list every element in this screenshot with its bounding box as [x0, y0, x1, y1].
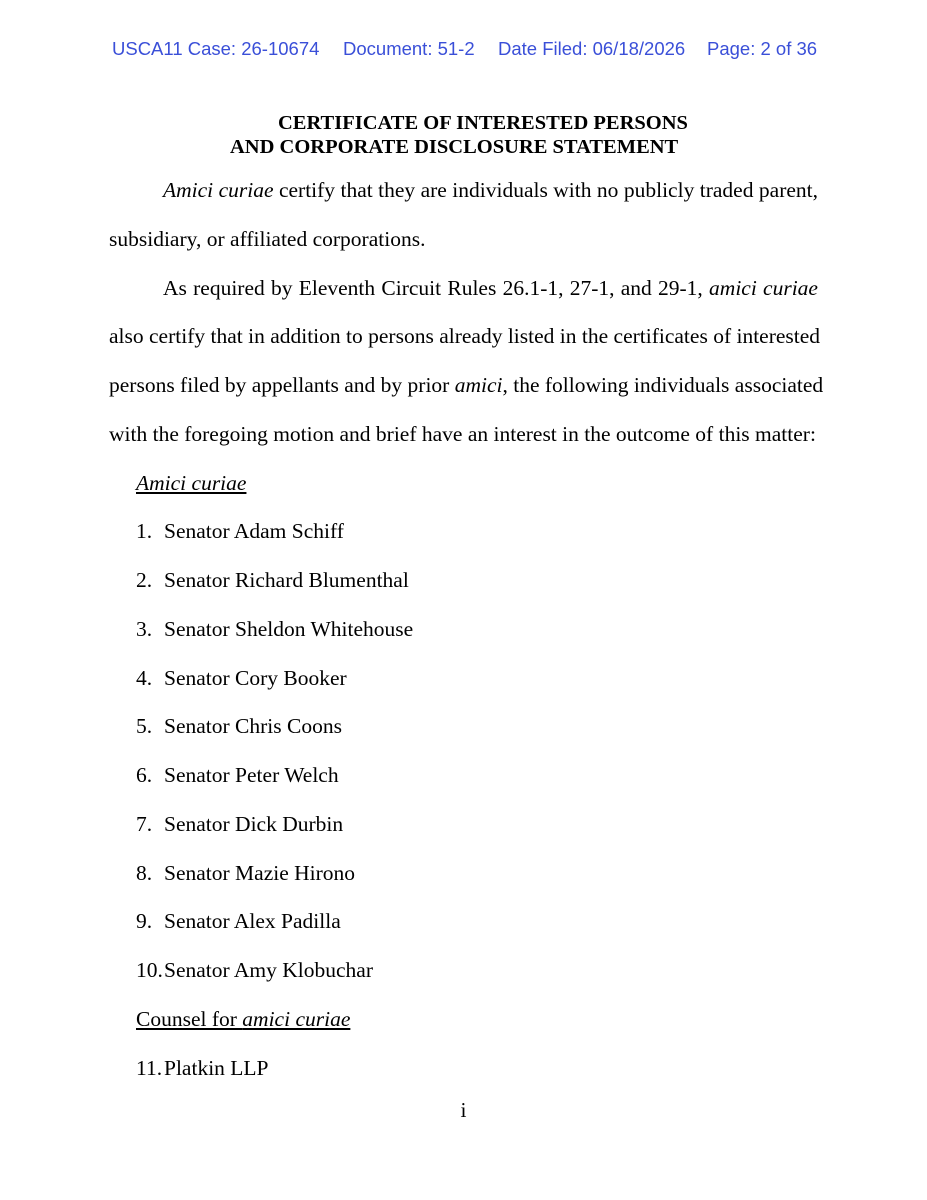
list-item: 9. Senator Alex Padilla	[136, 909, 341, 933]
header-document: Document: 51-2	[343, 38, 475, 59]
section-heading-amici: Amici curiae	[136, 471, 247, 495]
paragraph-1-italic: Amici curiae	[163, 178, 274, 202]
list-item: 7. Senator Dick Durbin	[136, 812, 344, 836]
section-heading-counsel: Counsel for amici curiae	[136, 1007, 351, 1031]
docket-header-stamp	[0, 38, 927, 62]
list-item: 4. Senator Cory Booker	[136, 666, 347, 690]
paragraph-2-line-1: As required by Eleventh Circuit Rules 26.1-1, 27-1, and 29-1, amici curiae	[163, 276, 818, 300]
list-item: 2. Senator Richard Blumenthal	[136, 568, 409, 592]
list-item: 5. Senator Chris Coons	[136, 714, 342, 738]
document-title-line-1: CERTIFICATE OF INTERESTED PERSONS	[278, 112, 688, 134]
paragraph-2-line-3: persons filed by appellants and by prior amici, the following individuals associated	[109, 373, 824, 397]
paragraph-1-line-2: subsidiary, or affiliated corporations.	[109, 227, 426, 251]
paragraph-2-line-2: also certify that in addition to persons already listed in the certificates of interested	[109, 324, 821, 348]
header-date-filed: Date Filed: 06/18/2026	[498, 38, 686, 59]
list-item: 6. Senator Peter Welch	[136, 763, 339, 787]
header-page: Page: 2 of 36	[707, 38, 818, 59]
list-item: 11.Platkin LLP	[136, 1056, 269, 1080]
header-case: USCA11 Case: 26-10674	[112, 38, 320, 59]
list-item: 8. Senator Mazie Hirono	[136, 861, 356, 885]
page-number: i	[460, 1098, 467, 1122]
list-item: 3. Senator Sheldon Whitehouse	[136, 617, 414, 641]
list-item: 1. Senator Adam Schiff	[136, 519, 344, 543]
paragraph-1-line-1: Amici curiae certify that they are individuals with no publicly traded parent,	[163, 178, 819, 202]
document-title-line-2: AND CORPORATE DISCLOSURE STATEMENT	[230, 136, 679, 158]
paragraph-2-line-4: with the foregoing motion and brief have an interest in the outcome of this matter:	[109, 422, 816, 446]
list-item: 10.Senator Amy Klobuchar	[136, 958, 373, 982]
